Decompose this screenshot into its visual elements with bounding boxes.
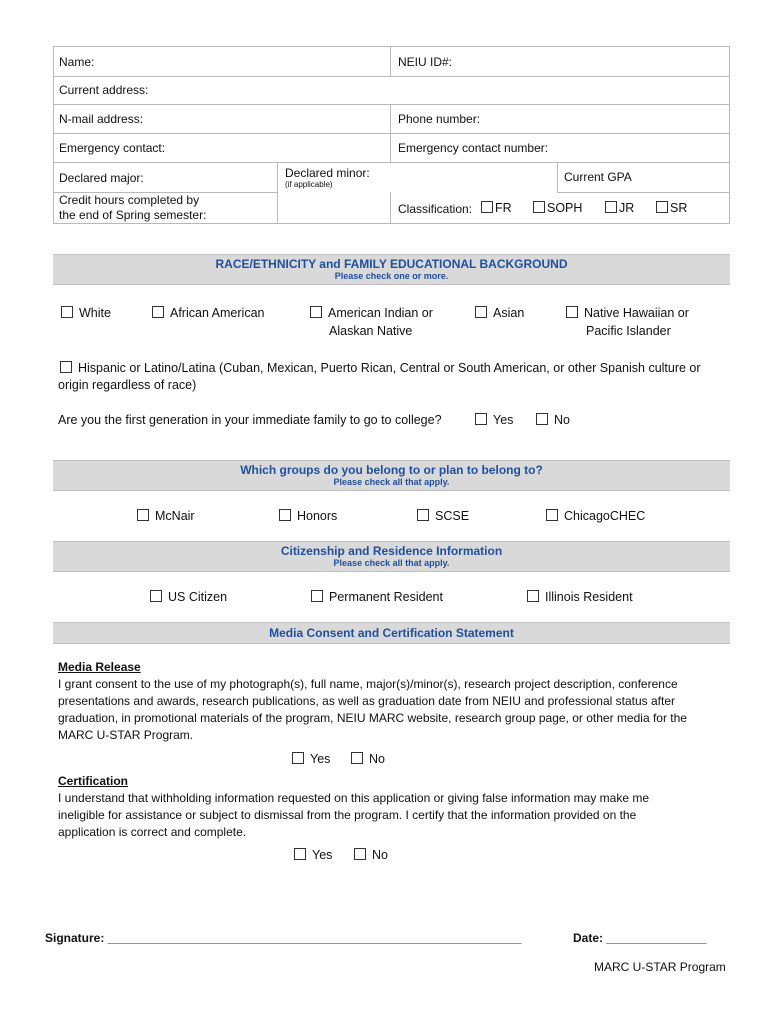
race-pacific-islander-label: Pacific Islander bbox=[586, 324, 671, 338]
media-yes-checkbox[interactable]: Yes bbox=[292, 752, 330, 766]
group-honors-checkbox[interactable]: Honors bbox=[279, 509, 337, 523]
classification-label: Classification: bbox=[398, 202, 473, 216]
media-section-header bbox=[53, 622, 730, 644]
cert-yes-checkbox[interactable]: Yes bbox=[294, 848, 332, 862]
class-fr-checkbox[interactable]: FR bbox=[481, 201, 512, 215]
certification-heading: Certification bbox=[58, 774, 129, 788]
declared-major-label: Declared major: bbox=[59, 171, 144, 185]
media-title: Media Consent and Certification Statement bbox=[269, 626, 514, 640]
race-section-header bbox=[53, 254, 730, 285]
media-release-block bbox=[58, 659, 687, 744]
race-title: RACE/ETHNICITY and FAMILY EDUCATIONAL BACKGROUND bbox=[215, 257, 568, 271]
nmail-label: N-mail address: bbox=[59, 112, 144, 126]
race-american-indian-checkbox[interactable]: American Indian or bbox=[310, 306, 433, 320]
citizenship-section-header bbox=[53, 541, 730, 572]
media-release-line: I grant consent to the use of my photograph(s), full name, major(s)/minor(s), research project description, conference bbox=[58, 677, 678, 691]
media-release-line: MARC U-STAR Program. bbox=[58, 728, 194, 742]
class-jr-checkbox[interactable]: JR bbox=[605, 201, 634, 215]
declared-minor-label: Declared minor: bbox=[285, 166, 370, 180]
race-alaskan-native-label: Alaskan Native bbox=[329, 324, 413, 338]
certification-line: I understand that withholding information requested on this application or giving false information may make me bbox=[58, 791, 649, 805]
media-release-heading: Media Release bbox=[58, 660, 141, 674]
credit-hours-label-2: the end of Spring semester: bbox=[59, 208, 207, 222]
race-hispanic-checkbox[interactable]: Hispanic or Latino/Latina (Cuban, Mexican, Puerto Rican, Central or South American, or other Spanish culture or bbox=[60, 361, 701, 375]
media-no-checkbox[interactable]: No bbox=[351, 752, 385, 766]
citizenship-title: Citizenship and Residence Information bbox=[280, 544, 503, 558]
groups-section-header bbox=[53, 460, 730, 491]
phone-label: Phone number: bbox=[398, 112, 481, 126]
us-citizen-checkbox[interactable]: US Citizen bbox=[150, 590, 227, 604]
cert-no-checkbox[interactable]: No bbox=[354, 848, 388, 862]
group-mcnair-checkbox[interactable]: McNair bbox=[137, 509, 195, 523]
class-sr-checkbox[interactable]: SR bbox=[656, 201, 687, 215]
race-asian-checkbox[interactable]: Asian bbox=[475, 306, 524, 320]
media-release-line: graduation, in promotional materials of the program, NEIU MARC website, research group page, or other media for the bbox=[58, 711, 687, 725]
emergency-contact-label: Emergency contact: bbox=[59, 141, 166, 155]
emergency-number-label: Emergency contact number: bbox=[398, 141, 549, 155]
signature-line[interactable]: Signature: ______________________________________________________________ bbox=[45, 931, 522, 945]
group-scse-checkbox[interactable]: SCSE bbox=[417, 509, 469, 523]
date-line[interactable]: Date: _______________ bbox=[573, 931, 707, 945]
group-chicagochec-checkbox[interactable]: ChicagoCHEC bbox=[546, 509, 645, 523]
neiu-id-label: NEIU ID#: bbox=[398, 55, 453, 69]
race-native-hawaiian-checkbox[interactable]: Native Hawaiian or bbox=[566, 306, 689, 320]
race-african-american-checkbox[interactable]: African American bbox=[152, 306, 264, 320]
groups-title: Which groups do you belong to or plan to belong to? bbox=[240, 463, 543, 477]
illinois-resident-checkbox[interactable]: Illinois Resident bbox=[527, 590, 633, 604]
certification-line: ineligible for assistance or subject to dismissal from the program. I certify that the information provided on the bbox=[58, 808, 637, 822]
current-gpa-label: Current GPA bbox=[564, 170, 632, 184]
first-gen-no-checkbox[interactable]: No bbox=[536, 413, 570, 427]
first-gen-yes-checkbox[interactable]: Yes bbox=[475, 413, 513, 427]
citizenship-subtitle: Please check all that apply. bbox=[333, 558, 450, 568]
certification-line: application is correct and complete. bbox=[58, 825, 247, 839]
certification-block bbox=[58, 773, 649, 841]
credit-hours-label-1: Credit hours completed by bbox=[59, 193, 200, 207]
current-address-label: Current address: bbox=[59, 83, 149, 97]
groups-subtitle: Please check all that apply. bbox=[333, 477, 450, 487]
race-hispanic-line-2: origin regardless of race) bbox=[58, 378, 197, 392]
class-soph-checkbox[interactable]: SOPH bbox=[533, 201, 582, 215]
race-subtitle: Please check one or more. bbox=[334, 271, 449, 281]
first-gen-question: Are you the first generation in your immediate family to go to college? bbox=[58, 413, 442, 427]
race-white-checkbox[interactable]: White bbox=[61, 306, 111, 320]
if-applicable-note: (if applicable) bbox=[285, 180, 333, 189]
name-label: Name: bbox=[59, 55, 95, 69]
permanent-resident-checkbox[interactable]: Permanent Resident bbox=[311, 590, 443, 604]
footer-program-name: MARC U-STAR Program bbox=[594, 960, 726, 974]
media-release-line: presentations and awards, research publications, as well as graduation date from NEIU and professional status after bbox=[58, 694, 676, 708]
